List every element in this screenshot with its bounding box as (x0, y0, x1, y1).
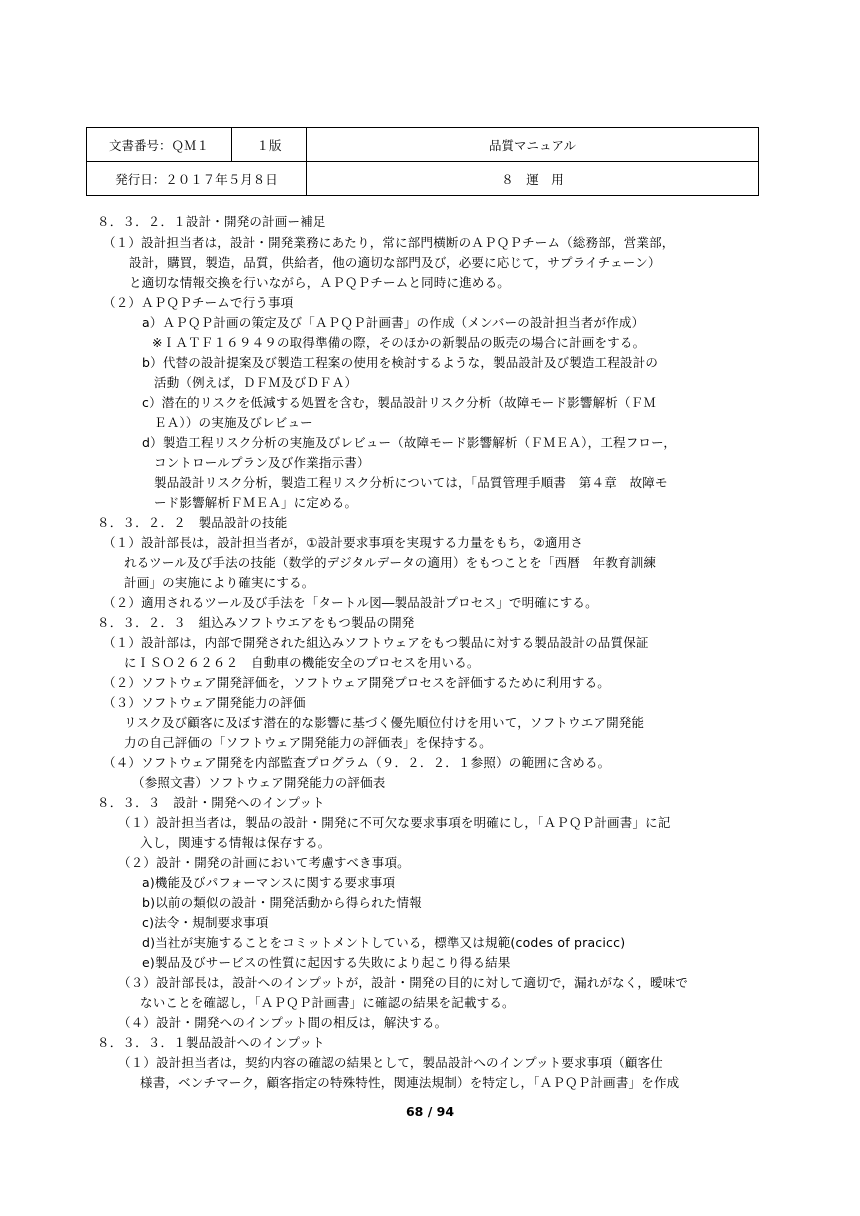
body-line: （２）適用されるツール及び手法を「タートル図―製品設計プロセス」で明確にする。 (103, 595, 598, 610)
issue-date: 発行日：２０１７年５月８日 (87, 162, 307, 196)
body-line: e)製品及びサービスの性質に起因する失敗により起こり得る結果 (142, 955, 511, 970)
section-heading: ８．３．２．３ 組込みソフトウエアをもつ製品の開発 (97, 615, 415, 630)
body-line: 活動（例えば，ＤＦＭ及びＤＦＡ） (154, 375, 358, 390)
body-line: ※ＩＡＴＦ１６９４９の取得準備の際，そのほかの新製品の販売の場合に計画をする。 (152, 335, 646, 350)
edition: １版 (232, 128, 307, 162)
body-line: 設計，購買，製造，品質，供給者，他の適切な部門及び，必要に応じて，サプライチェーン） (129, 255, 661, 270)
section-heading: ８．３．２．２ 製品設計の技能 (97, 515, 288, 530)
body-line: d）製造工程リスク分析の実施及びレビュー（故障モード影響解析（ＦＭＥＡ），工程フロー， (142, 435, 677, 450)
body-line: ード影響解析ＦＭＥＡ」に定める。 (154, 495, 358, 510)
body-line: と適切な情報交換を行いながら，ＡＰＱＰチームと同時に進める。 (129, 275, 511, 290)
body-line: c）潜在的リスクを低減する処置を含む，製品設計リスク分析（故障モード影響解析（ＦＭ (142, 395, 657, 410)
body-line: （１）設計担当者は，設計・開発業務にあたり，常に部門横断のＡＰＱＰチーム（総務部，営業部， (103, 235, 675, 250)
section-heading: ８．３．３ 設計・開発へのインプット (97, 795, 325, 810)
body-line: 計画」の実施により確実にする。 (124, 575, 315, 590)
body-line: （２）ソフトウェア開発評価を，ソフトウェア開発プロセスを評価するために利用する。 (103, 675, 611, 690)
body-line: にＩＳＯ２６２６２ 自動車の機能安全のプロセスを用いる。 (124, 655, 480, 670)
body-line: ＥＡ））の実施及びレビュー (154, 415, 313, 430)
body-line: 様書，ベンチマーク，顧客指定の特殊特性，関連法規制）を特定し，「ＡＰＱＰ計画書」を作成 (140, 1075, 680, 1090)
body-line: （２）ＡＰＱＰチームで行う事項 (103, 295, 294, 310)
body-line: 入し，関連する情報は保存する。 (140, 835, 331, 850)
body-line: c)法令・規制要求事項 (142, 915, 269, 930)
body-line: （１）設計担当者は，契約内容の確認の結果として，製品設計へのインプット要求事項（顧客仕 (118, 1055, 663, 1070)
body-line: b）代替の設計提案及び製造工程案の使用を検討するような，製品設計及び製造工程設計の (142, 355, 659, 370)
body-line: （３）設計部長は，設計へのインプットが，設計・開発の目的に対して適切で，漏れがなく，曖味で (118, 975, 689, 990)
body-line: （１）設計部長は，設計担当者が，①設計要求事項を実現する力量をもち，②適用さ (103, 535, 584, 550)
body-line: a)機能及びパフォーマンスに関する要求事項 (142, 875, 396, 890)
doc-number: 文書番号：ＱＭ１ (87, 128, 232, 162)
document-header-table (86, 127, 759, 196)
body-line: （１）設計部は，内部で開発された組込みソフトウェアをもつ製品に対する製品設計の品質保証 (103, 635, 649, 650)
body-line: （１）設計担当者は，製品の設計・開発に不可欠な要求事項を明確にし，「ＡＰＱＰ計画書」に記 (118, 815, 671, 830)
body-line: d)当社が実施することをコミットメントしている，標準又は規範(codes of pracicc) (142, 935, 626, 950)
body-line: コントロールプラン及び作業指示書） (154, 455, 370, 470)
body-line: 力の自己評価の「ソフトウェア開発能力の評価表」を保持する。 (124, 735, 492, 750)
section-heading: ８．３．３．１製品設計へのインプット (97, 1035, 325, 1050)
body-line: a）ＡＰＱＰ計画の策定及び「ＡＰＱＰ計画書」の作成（メンバーの設計担当者が作成） (142, 315, 645, 330)
body-line: （２）設計・開発の計画において考慮すべき事項。 (118, 855, 410, 870)
body-line: （４）ソフトウェア開発を内部監査プログラム（９．２．２．１参照）の範囲に含める。 (103, 755, 611, 770)
body-line: 製品設計リスク分析，製造工程リスク分析については，「品質管理手順書 第４章 故障モ (154, 475, 668, 490)
body-line: b)以前の類似の設計・開発活動から得られた情報 (142, 895, 422, 910)
section-heading: ８．３．２．１設計・開発の計画ー補足 (97, 214, 326, 229)
body-line: （４）設計・開発へのインプット間の相反は，解決する。 (118, 1015, 448, 1030)
chapter-title: ８ 運 用 (307, 162, 759, 196)
page-number: 68 / 94 (405, 1104, 455, 1119)
body-line: ないことを確認し，「ＡＰＱＰ計画書」に確認の結果を記載する。 (140, 995, 515, 1010)
body-line: （３）ソフトウェア開発能力の評価 (103, 695, 306, 710)
body-line: リスク及び顧客に及ぼす潜在的な影響に基づく優先順位付けを用いて，ソフトウエア開発能 (124, 715, 645, 730)
body-line: れるツール及び手法の技能（数学的デジタルデータの適用）をもつことを「西暦 年教育訓練 (124, 555, 657, 570)
manual-title: 品質マニュアル (307, 128, 759, 162)
reference-doc: （参照文書）ソフトウェア開発能力の評価表 (132, 775, 386, 790)
